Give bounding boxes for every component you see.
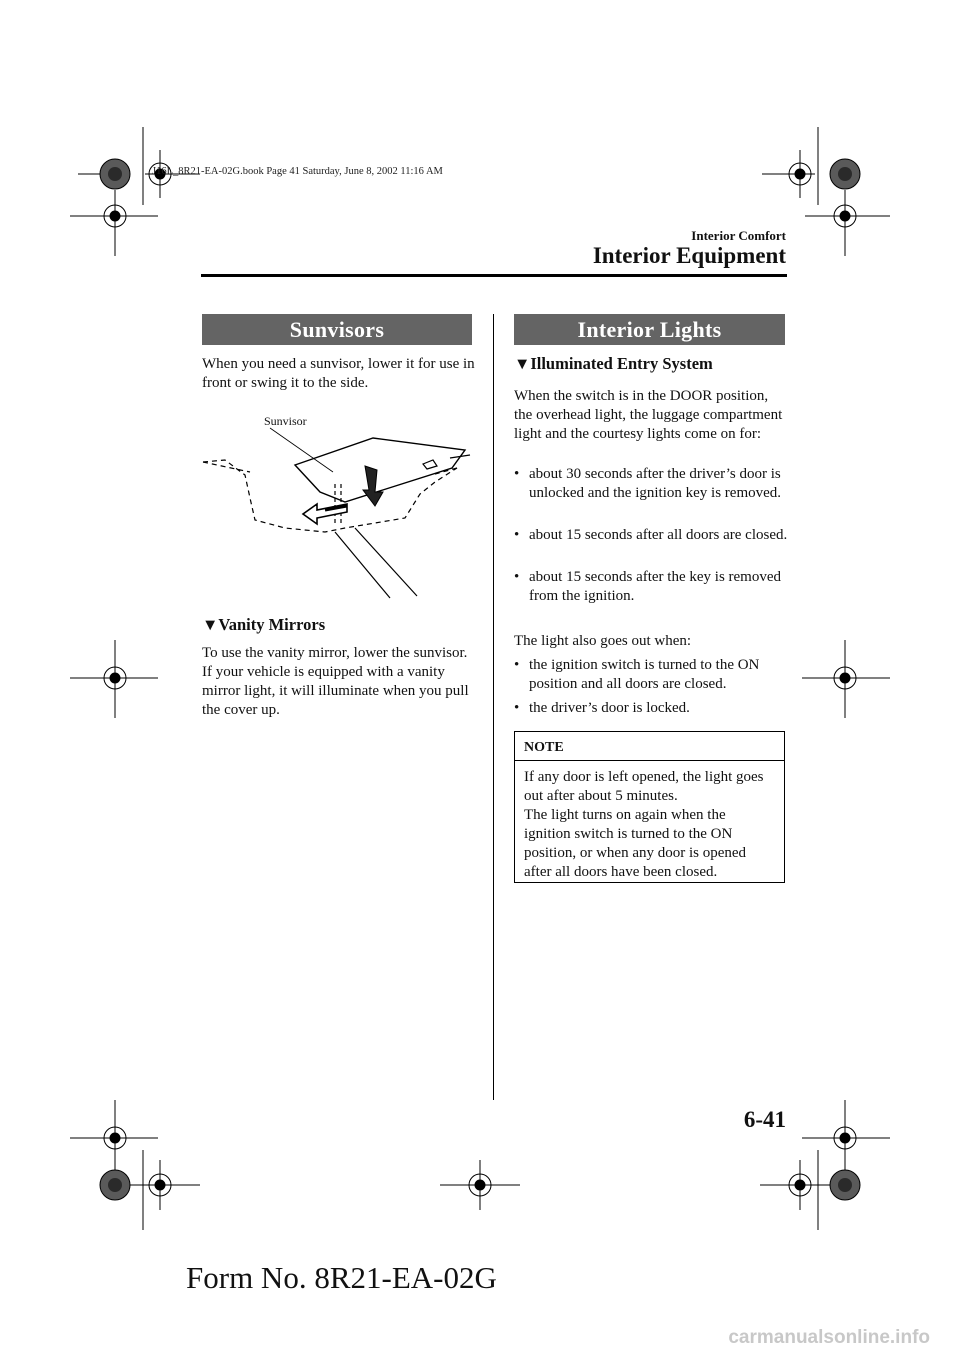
note-label: NOTE bbox=[515, 732, 784, 761]
section-subtitle: Interior Comfort bbox=[691, 228, 786, 243]
list-item: • about 30 seconds after the driver’s door is unlocked and the ignition key is removed. bbox=[514, 466, 782, 501]
list-item: • about 15 seconds after the key is removed from the ignition. bbox=[514, 569, 782, 604]
note-text: If any door is left opened, the light goes out after about 5 minutes. The light turns on again when the ignition switch is turned to the ON position, or when any door is opened after all doors have been closed. bbox=[524, 769, 764, 880]
page-number: 6-41 bbox=[743, 1107, 786, 1132]
book-file-line: J16L_8R21-EA-02G.book Page 41 Saturday, June 8, 2002 11:16 AM bbox=[152, 166, 443, 177]
sunvisor-illustration bbox=[195, 420, 495, 610]
sunvisor-figure-label: Sunvisor bbox=[264, 414, 307, 428]
sunvisors-intro: When you need a sunvisor, lower it for use in front or swing it to the side. bbox=[202, 356, 475, 391]
vanity-mirrors-text: To use the vanity mirror, lower the sunvisor. If your vehicle is equipped with a vanity mirror light, it will illuminate when you pull the cover up. bbox=[202, 645, 469, 718]
note-box bbox=[514, 731, 785, 883]
light-off-intro: The light also goes out when: bbox=[514, 633, 692, 649]
sunvisors-heading-bar: Sunvisors bbox=[202, 314, 472, 345]
interior-lights-heading-bar: Interior Lights bbox=[514, 314, 785, 345]
bullet-icon: • bbox=[514, 466, 520, 482]
bullet-icon: • bbox=[514, 569, 520, 585]
list-item: • about 15 seconds after all doors are closed. bbox=[514, 527, 788, 543]
form-number: Form No. 8R21-EA-02G bbox=[186, 1260, 497, 1295]
header-rule bbox=[201, 274, 787, 277]
bullet-icon: • bbox=[514, 657, 520, 673]
illuminated-entry-intro: When the switch is in the DOOR position, the overhead light, the luggage compartment light and the courtesy lights come on for: bbox=[514, 388, 783, 442]
watermark: carmanualsonline.info bbox=[728, 1327, 930, 1348]
illuminated-entry-heading: ▼Illuminated Entry System bbox=[514, 354, 713, 373]
vanity-mirrors-heading: ▼Vanity Mirrors bbox=[202, 615, 326, 634]
bullet-icon: • bbox=[514, 700, 520, 716]
list-item: • the ignition switch is turned to the ON position and all doors are closed. bbox=[514, 657, 760, 692]
bullet-icon: • bbox=[514, 527, 520, 543]
page-title: Interior Equipment bbox=[592, 243, 786, 268]
list-item: • the driver’s door is locked. bbox=[514, 700, 690, 716]
